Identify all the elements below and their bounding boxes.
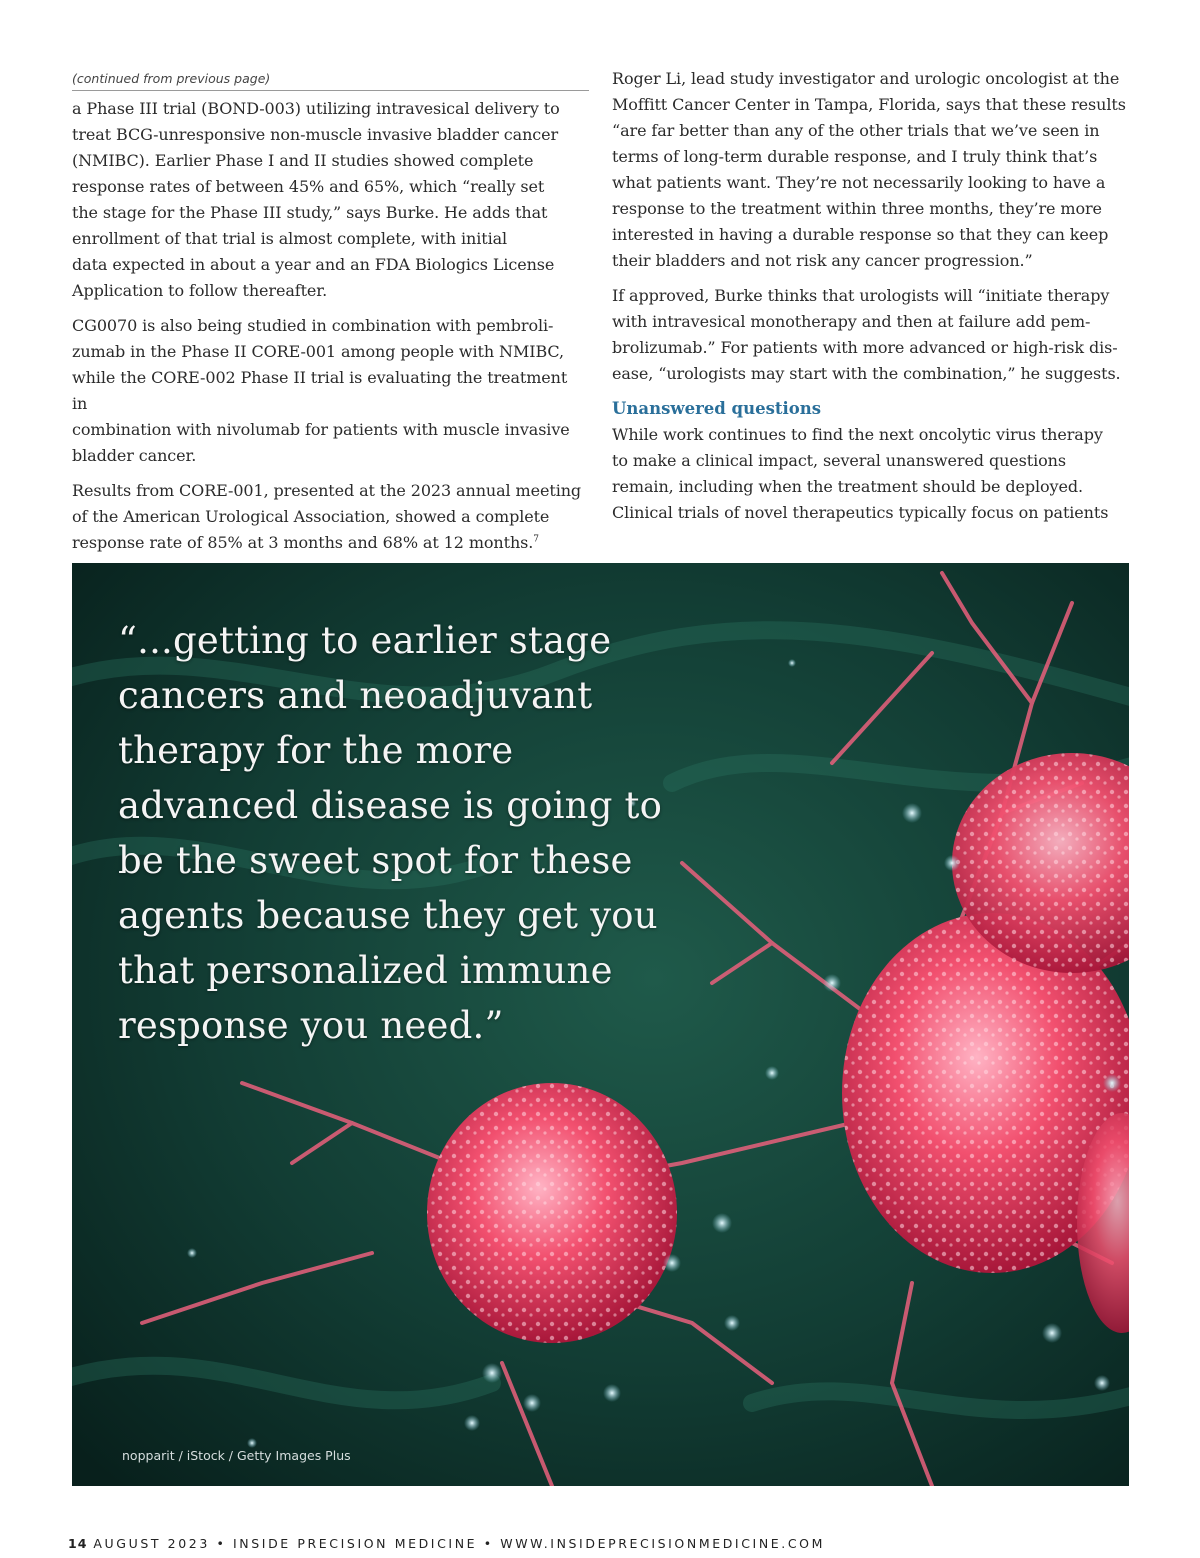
page-number: 14 — [68, 1536, 88, 1551]
photo-credit: nopparit / iStock / Getty Images Plus — [122, 1448, 351, 1463]
left-paragraph-3 — [72, 478, 587, 556]
left-column — [72, 96, 587, 565]
right-paragraph-3: While work continues to find the next oncolytic virus therapy to make a clinical impact, several unanswered questions remain, including when the treatment should be deployed. Clinical trials of novel therapeutics typically focus on patients — [612, 425, 1109, 522]
pull-quote: “...getting to earlier stage cancers and neoadjuvant therapy for the more advanced disease is going to be the sweet spot for these agents because they get you that personalized immune response you need.” — [118, 619, 663, 1047]
page-footer — [68, 1536, 825, 1552]
left-paragraph-2: CG0070 is also being studied in combination with pembroli- zumab in the Phase II CORE-001 among people with NMIBC, while the CORE-002 Phase II trial is evaluating the treatment in combination with nivolumab for patients with muscle invasive bladder cancer. — [72, 316, 570, 465]
left-paragraph-3-text: Results from CORE-001, presented at the 2023 annual meeting of the American Urological Association, showed a complete response rate of 85% at 3 months and 68% at 12 months. — [72, 481, 582, 552]
right-column — [612, 66, 1132, 535]
continued-note: (continued from previous page) — [72, 71, 589, 91]
right-paragraph-2: If approved, Burke thinks that urologists will “initiate therapy with intravesical monotherapy and then at failure add pem- brolizumab.” For patients with more advanced or high-risk dis- ease, “urologists may start with the combination,” he suggests. — [612, 286, 1121, 383]
right-paragraph-1: Roger Li, lead study investigator and urologic oncologist at the Moffitt Cancer Center in Tampa, Florida, says that these results “are far better than any of the other trials that we’ve seen in terms of long-term durable response, and I truly think that’s what patients want. They’re not necessarily looking to have a response to the treatment within three months, they’re more interested in having a durable response so that they can keep their bladders and not risk any cancer progression.” — [612, 69, 1126, 270]
reference-mark: 7 — [533, 534, 539, 545]
left-paragraph-1: a Phase III trial (BOND-003) utilizing intravesical delivery to treat BCG-unresponsive non-muscle invasive bladder cancer (NMIBC). Earlier Phase I and II studies showed complete response rates of between 45% and 65%, which “really set the stage for the Phase III study,” says Burke. He adds that enrollment of that trial is almost complete, with initial data expected in about a year and an FDA Biologics License Application to follow thereafter. — [72, 99, 560, 300]
footer-text: AUGUST 2023 • INSIDE PRECISION MEDICINE • WWW.INSIDEPRECISIONMEDICINE.COM — [93, 1536, 825, 1551]
section-subheading: Unanswered questions — [612, 399, 822, 418]
cancer-cell-photo — [72, 563, 1129, 1486]
